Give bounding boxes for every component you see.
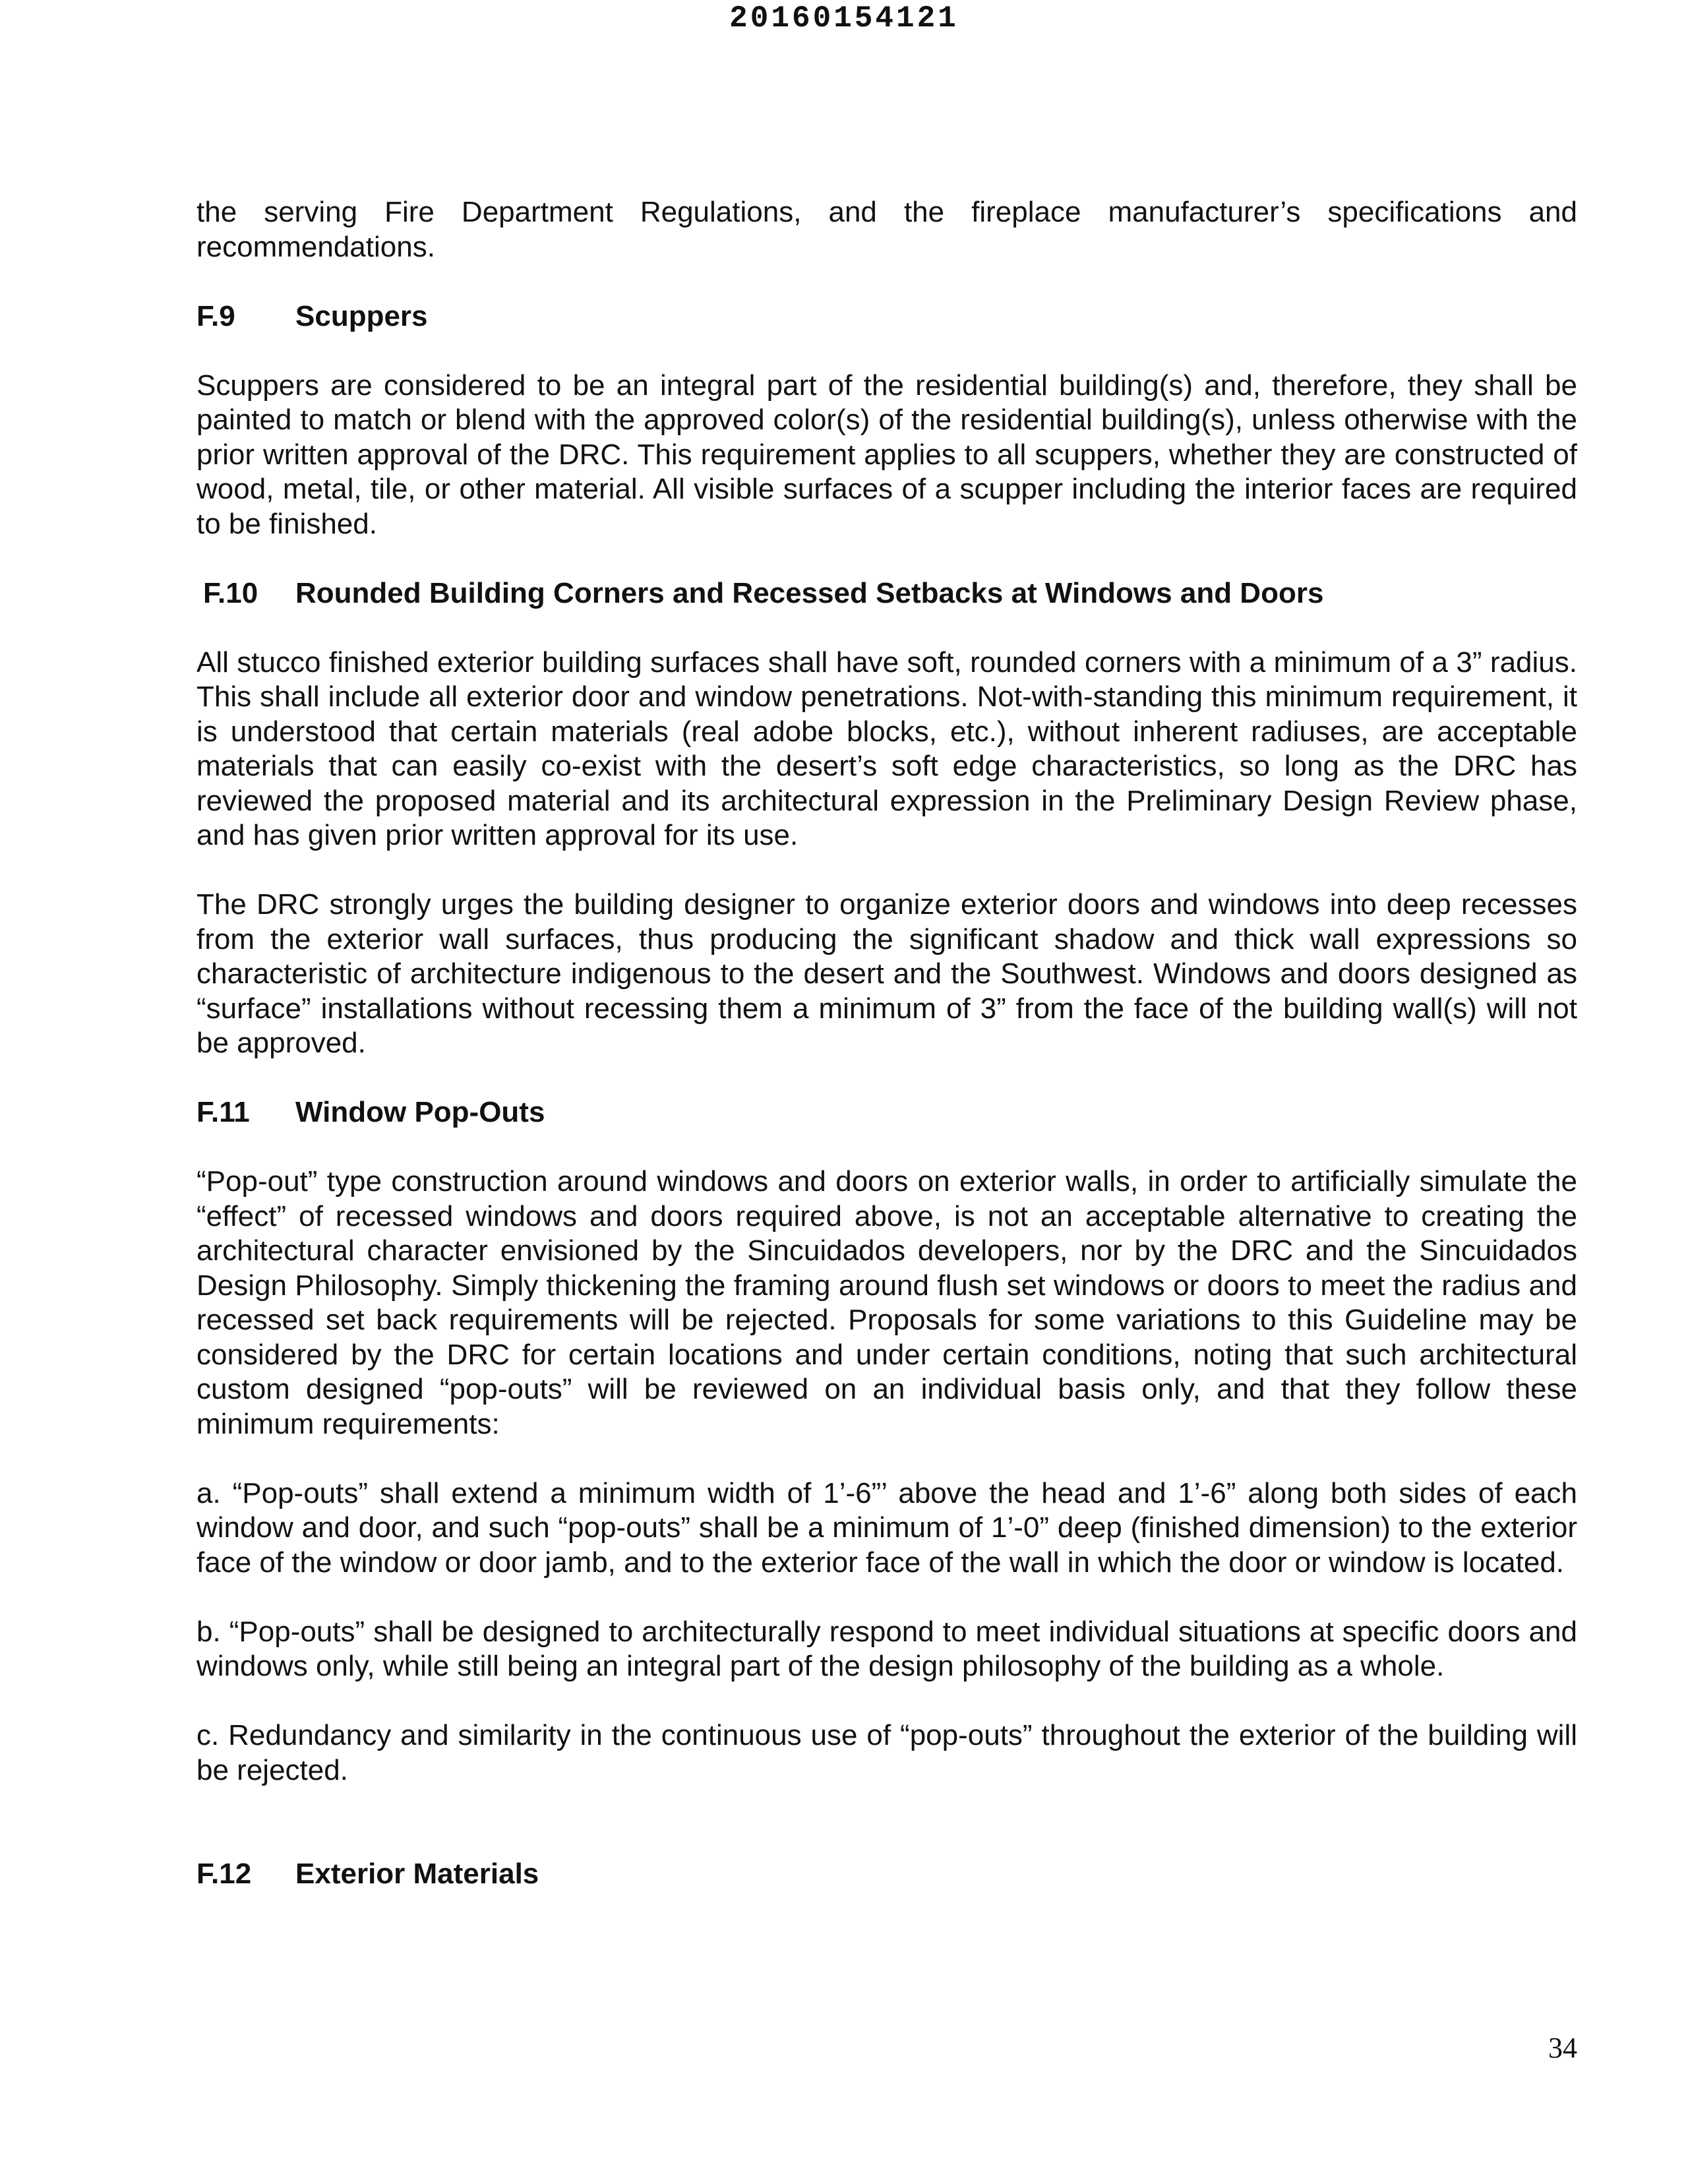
document-number: 20160154121 [729,1,959,36]
paragraph: Scuppers are considered to be an integral part of the residential building(s) and, therefore, they shall be painted to match or blend with the approved color(s) of the residential building(s), unless otherwise with the prior written approval of the DRC. This requirement applies to all scuppers, whether they are constructed of wood, metal, tile, or other material. All visible surfaces of a scupper including the interior faces are required to be finished. [196,369,1577,540]
section-title: Scuppers [295,299,428,332]
list-item-b: b. “Pop-outs” shall be designed to architecturally respond to meet individual situations at specific doors and windows only, while still being an integral part of the design philosophy of the building as a whole. [196,1615,1577,1682]
paragraph: “Pop-out” type construction around windows and doors on exterior walls, in order to artificially simulate the “effect” of recessed windows and doors required above, is not an acceptable alternative to creating the architectural character envisioned by the Sincuidados developers, nor by the DRC and the Sincuidados Design Philosophy. Simply thickening the framing around flush set windows or doors to meet the radius and recessed set back requirements will be rejected. Proposals for some variations to this Guideline may be considered by the DRC for certain locations and under certain conditions, noting that such architectural custom designed “pop-outs” will be reviewed on an individual basis only, and that they follow these minimum requirements: [196,1165,1577,1440]
section-number: F.12 [196,1858,252,1890]
section-number: F.11 [196,1096,250,1128]
list-item-c: c. Redundancy and similarity in the continuous use of “pop-outs” throughout the exterior of the building will be rejected. [196,1719,1577,1786]
section-number: F.9 [196,299,235,332]
spacer [196,1823,1577,1858]
paragraph: All stucco finished exterior building surfaces shall have soft, rounded corners with a minimum of a 3” radius. This shall include all exterior door and window penetrations. Not-with-standing this minimum requirement, it is understood that certain materials (real adobe blocks, etc.), without inherent radiuses, are acceptable materials that can easily co-exist with the desert’s soft edge characteristics, so long as the DRC has reviewed the proposed material and its architectural expression in the Preliminary Design Review phase, and has given prior written approval for its use. [196,646,1577,851]
section-title: Rounded Building Corners and Recessed Setbacks at Windows and Doors [295,576,1324,609]
section-heading-f10 [196,576,1577,611]
page-number: 34 [1548,2032,1577,2064]
page-body [196,195,1577,1926]
section-heading-f9 [196,299,1577,334]
section-heading-f12 [196,1857,1577,1892]
section-number: F.10 [203,576,258,609]
section-title: Exterior Materials [295,1858,539,1890]
list-item-a: a. “Pop-outs” shall extend a minimum width of 1’-6”’ above the head and 1’-6” along both sides of each window and door, and such “pop-outs” shall be a minimum of 1’-0” deep (finished dimension) to the exterior face of the window or door jamb, and to the exterior face of the wall in which the door or window is located. [196,1476,1577,1579]
intro-paragraph: the serving Fire Department Regulations, and the fireplace manufacturer’s specifications and recommendations. [196,196,1577,263]
paragraph: The DRC strongly urges the building designer to organize exterior doors and windows into deep recesses from the exterior wall surfaces, thus producing the significant shadow and thick wall expressions so characteristic of architecture indigenous to the desert and the Southwest. Windows and doors designed as “surface” installations without recessing them a minimum of 3” from the face of the building wall(s) will not be approved. [196,888,1577,1059]
section-title: Window Pop-Outs [295,1096,545,1128]
section-heading-f11 [196,1095,1577,1130]
